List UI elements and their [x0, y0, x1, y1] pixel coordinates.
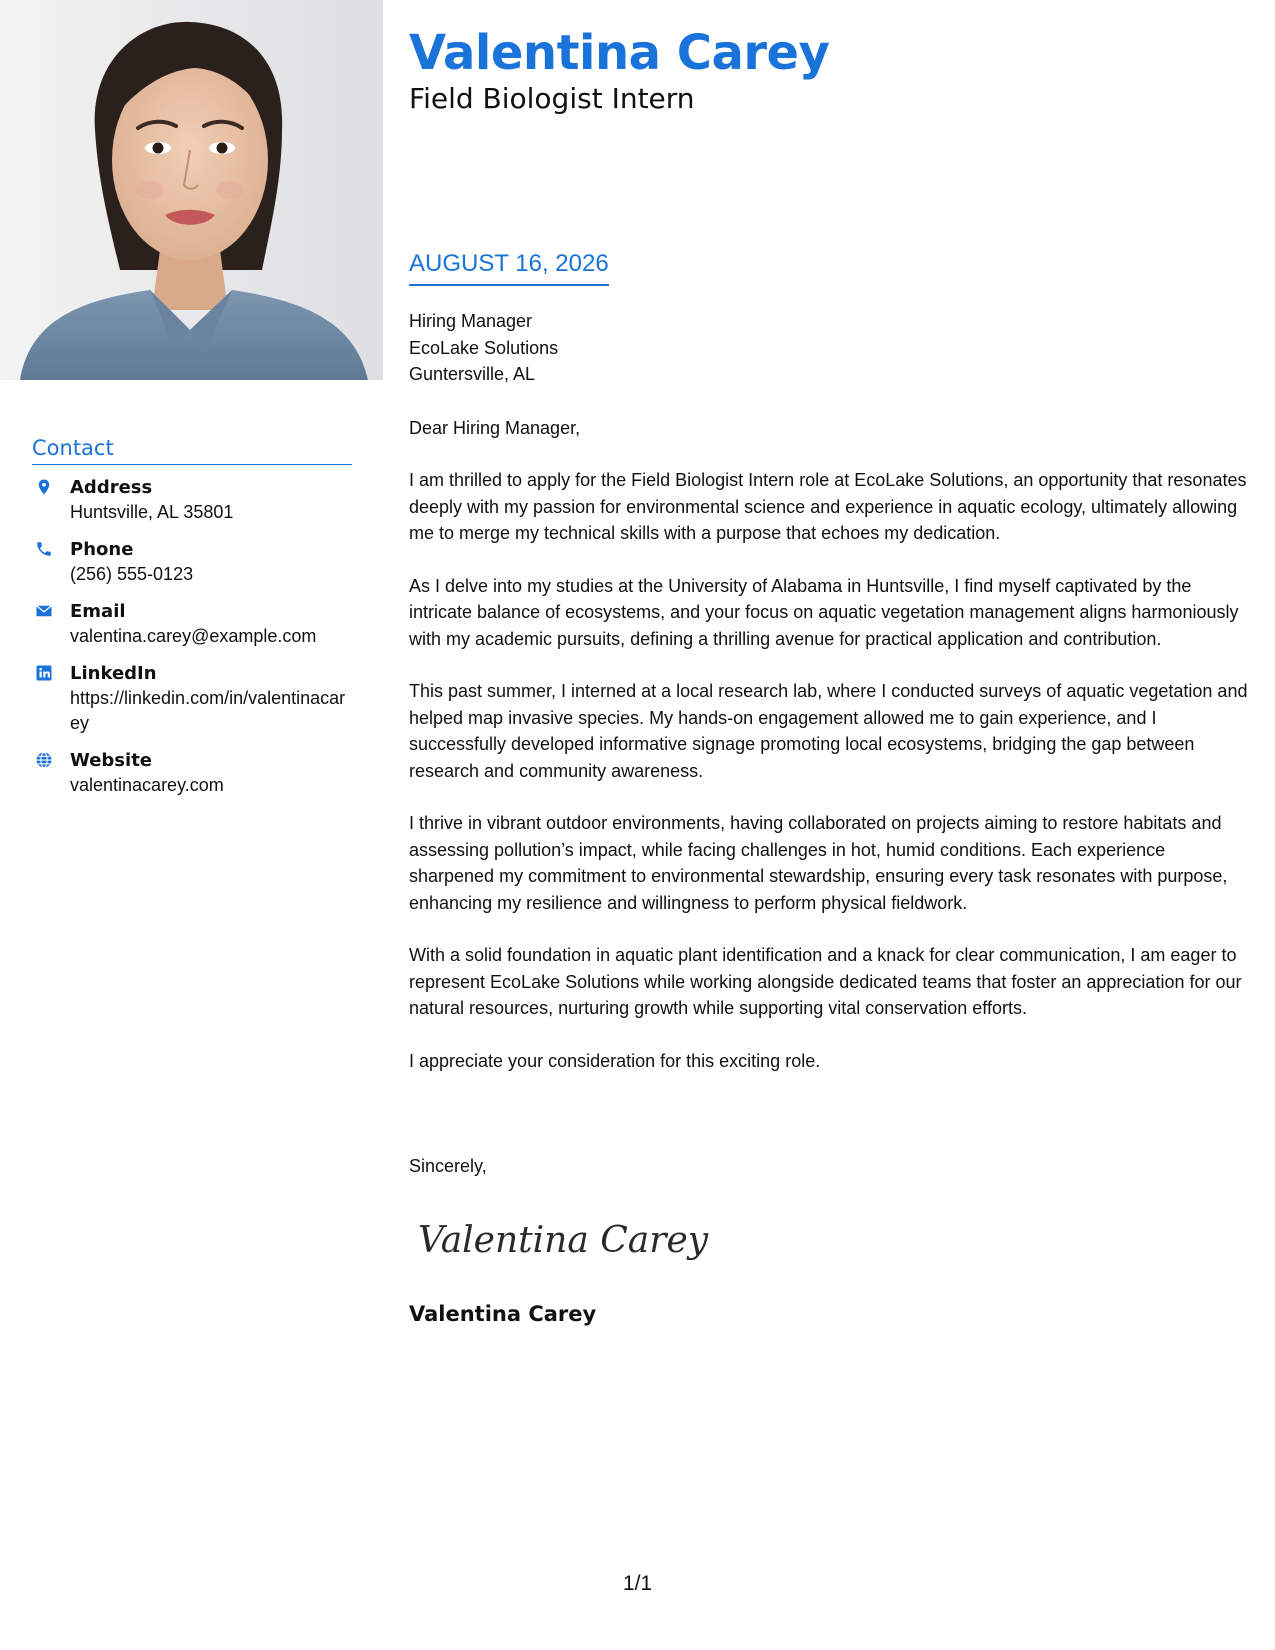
applicant-name: Valentina Carey — [409, 25, 830, 81]
address-value: Huntsville, AL 35801 — [70, 502, 234, 522]
letter-header — [409, 24, 829, 116]
portrait-illustration — [0, 0, 383, 380]
signature-text: Valentina Carey — [418, 1220, 709, 1261]
email-value[interactable]: valentina.carey@example.com — [70, 626, 317, 646]
letter-date: AUGUST 16, 2026 — [409, 250, 609, 286]
contact-label: Email — [70, 601, 126, 622]
phone-icon — [32, 537, 70, 558]
recipient-line: Hiring Manager — [409, 311, 533, 331]
letter-paragraph: This past summer, I interned at a local research lab, where I conducted surveys of aquatic vegetation and helped map invasive species. My hands-on engagement allowed me to gain experience, and I successfully developed informative signage promoting local ecosystems, bridging the gap between research and community awareness. — [409, 681, 1248, 781]
contact-label: Website — [70, 750, 153, 771]
salutation: Dear Hiring Manager, — [409, 417, 581, 438]
phone-value[interactable]: (256) 555-0123 — [70, 564, 194, 584]
linkedin-value[interactable]: https://linkedin.com/in/valentinacarey — [70, 688, 346, 733]
contact-item-email — [32, 599, 352, 649]
handwritten-signature — [414, 1208, 709, 1272]
email-icon — [32, 599, 70, 620]
contact-label: LinkedIn — [70, 663, 157, 684]
contact-label: Phone — [70, 539, 134, 560]
letter-paragraph: With a solid foundation in aquatic plant identification and a knack for clear communication, I am eager to represent EcoLake Solutions while working alongside dedicated teams that foster an appreciation for our natural resources, nurturing growth while supporting vital conservation efforts. — [409, 945, 1242, 1018]
recipient-block — [409, 308, 1249, 388]
signoff: Sincerely, — [409, 1156, 487, 1176]
contact-item-phone — [32, 537, 352, 587]
recipient-line: EcoLake Solutions — [409, 337, 559, 358]
map-pin-icon — [32, 475, 70, 496]
contact-item-website — [32, 748, 352, 798]
globe-icon — [32, 748, 70, 769]
applicant-role: Field Biologist Intern — [409, 82, 695, 115]
linkedin-icon — [32, 661, 70, 682]
closing-line: I appreciate your consideration for this exciting role. — [409, 1050, 821, 1071]
contact-item-linkedin — [32, 661, 352, 736]
page-number: 1/1 — [622, 1572, 653, 1595]
letter-paragraph: As I delve into my studies at the University of Alabama in Huntsville, I find myself captivated by the intricate balance of ecosystems, and your focus on aquatic vegetation management aligns harmoniously with my academic pursuits, defining a thrilling avenue for practical application and contribution. — [409, 575, 1239, 649]
contact-heading: Contact — [32, 436, 352, 465]
contact-section — [32, 436, 352, 810]
letter-paragraph: I thrive in vibrant outdoor environments, having collaborated on projects aiming to restore habitats and assessing pollution’s impact, while facing challenges in hot, humid conditions. Each experience sharpened my commitment to environmental stewardship, ensuring every task resonates with purpose, enhancing my resilience and willingness to perform physical fieldwork. — [409, 813, 1228, 913]
website-value[interactable]: valentinacarey.com — [70, 775, 224, 795]
letter-paragraph: I am thrilled to apply for the Field Biologist Intern role at EcoLake Solutions, an opportunity that resonates deeply with my passion for environmental science and experience in aquatic ecology, ultimately allowing me to merge my technical skills with a purpose that echoes my dedication. — [409, 470, 1247, 543]
contact-label: Address — [70, 477, 153, 498]
profile-photo — [0, 0, 383, 380]
contact-item-address — [32, 475, 352, 525]
recipient-line: Guntersville, AL — [409, 364, 536, 384]
signed-name: Valentina Carey — [409, 1302, 597, 1326]
letter-body — [409, 308, 1249, 1074]
contact-list — [32, 475, 352, 798]
